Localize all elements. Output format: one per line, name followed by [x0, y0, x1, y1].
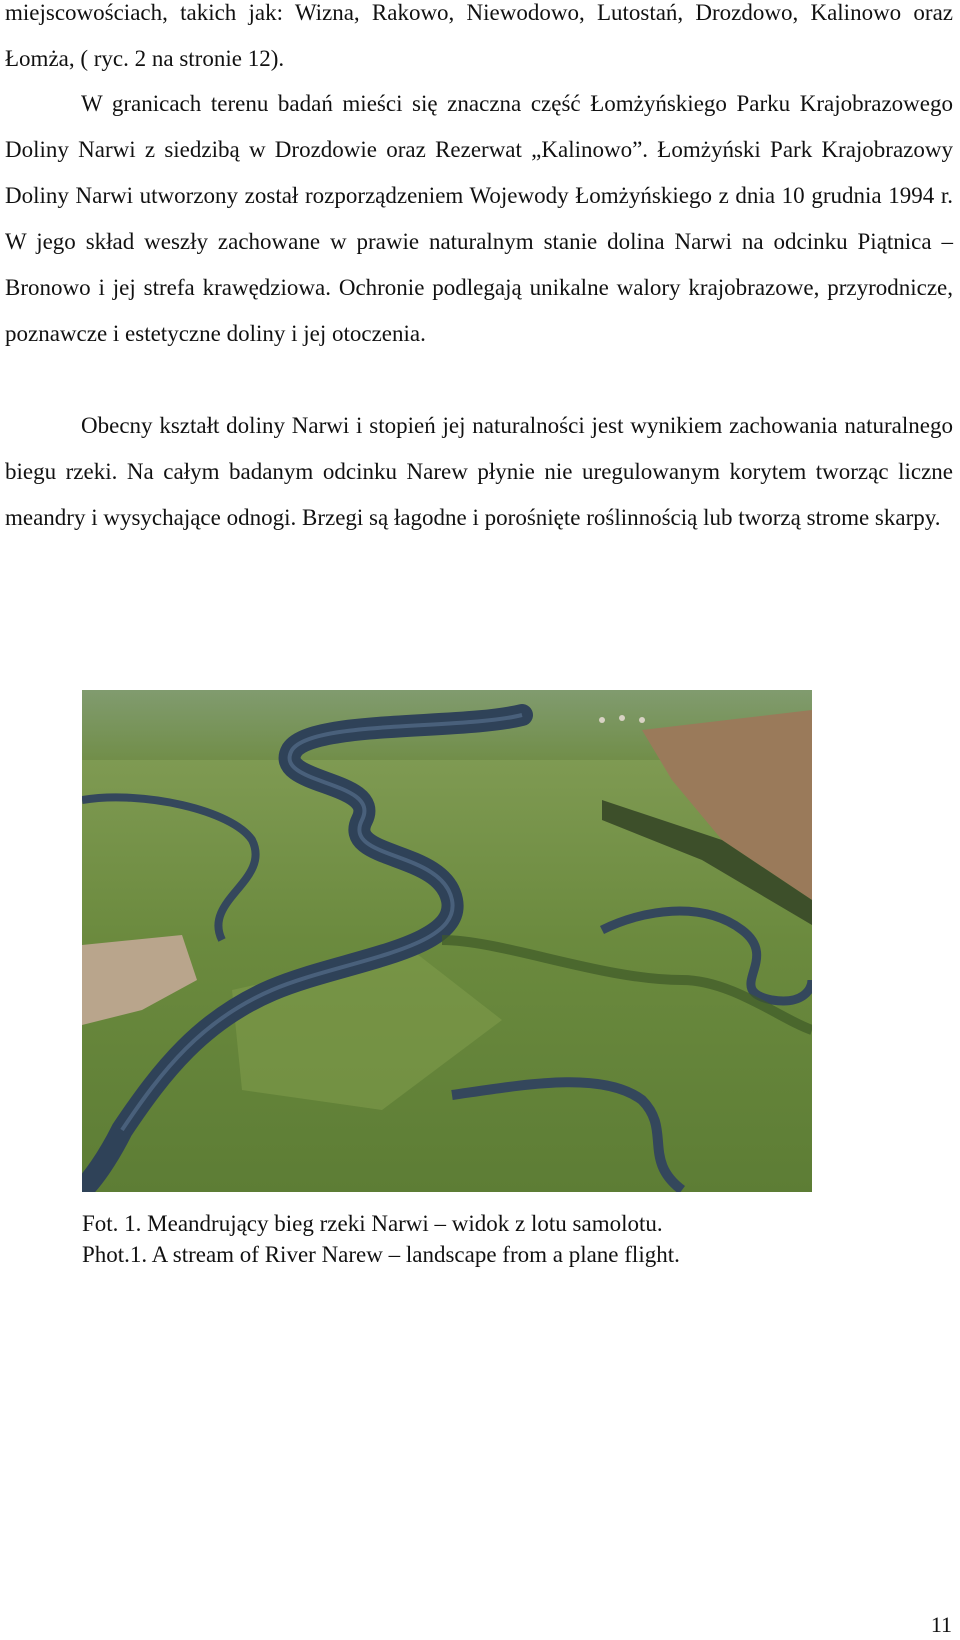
aerial-photo-river-narew [82, 690, 812, 1192]
paragraph-3: Obecny kształt doliny Narwi i stopień jej naturalności jest wynikiem zachowania naturalnego biegu rzeki. Na całym badanym odcinku Narew płynie nie uregulowanym korytem tworząc liczne meandry i wysychające odnogi. Brzegi są łagodne i porośnięte roślinnością lub tworzą strome skarpy. [5, 413, 953, 530]
figure-caption-polish: Fot. 1. Meandrujący bieg rzeki Narwi – widok z lotu samolotu. [82, 1211, 663, 1236]
paragraph-2: W granicach terenu badań mieści się znaczna część Łomżyńskiego Parku Krajobrazowego Doliny Narwi z siedzibą w Drozdowie oraz Rezerwat „Kalinowo”. Łomżyński Park Krajobrazowy Doliny Narwi utworzony został rozporządzeniem Wojewody Łomżyńskiego z dnia 10 grudnia 1994 r. W jego skład weszły zachowane w prawie naturalnym stanie dolina Narwi na odcinku Piątnica – Bronowo i jej strefa krawędziowa. Ochronie podlegają unikalne walory krajobrazowe, przyrodnicze, poznawcze i estetyczne doliny i jej otoczenia. [5, 91, 953, 346]
figure-caption-english: Phot.1. A stream of River Narew – landscape from a plane flight. [82, 1242, 680, 1267]
village-dot-1 [599, 717, 605, 723]
photo-illustration [82, 690, 812, 1192]
paragraph-1: miejscowościach, takich jak: Wizna, Rakowo, Niewodowo, Lutostań, Drozdowo, Kalinowo oraz Łomża, ( ryc. 2 na stronie 12). [5, 0, 953, 71]
village-dot-2 [619, 715, 625, 721]
page-number: 11 [930, 1612, 952, 1637]
village-dot-3 [639, 717, 645, 723]
